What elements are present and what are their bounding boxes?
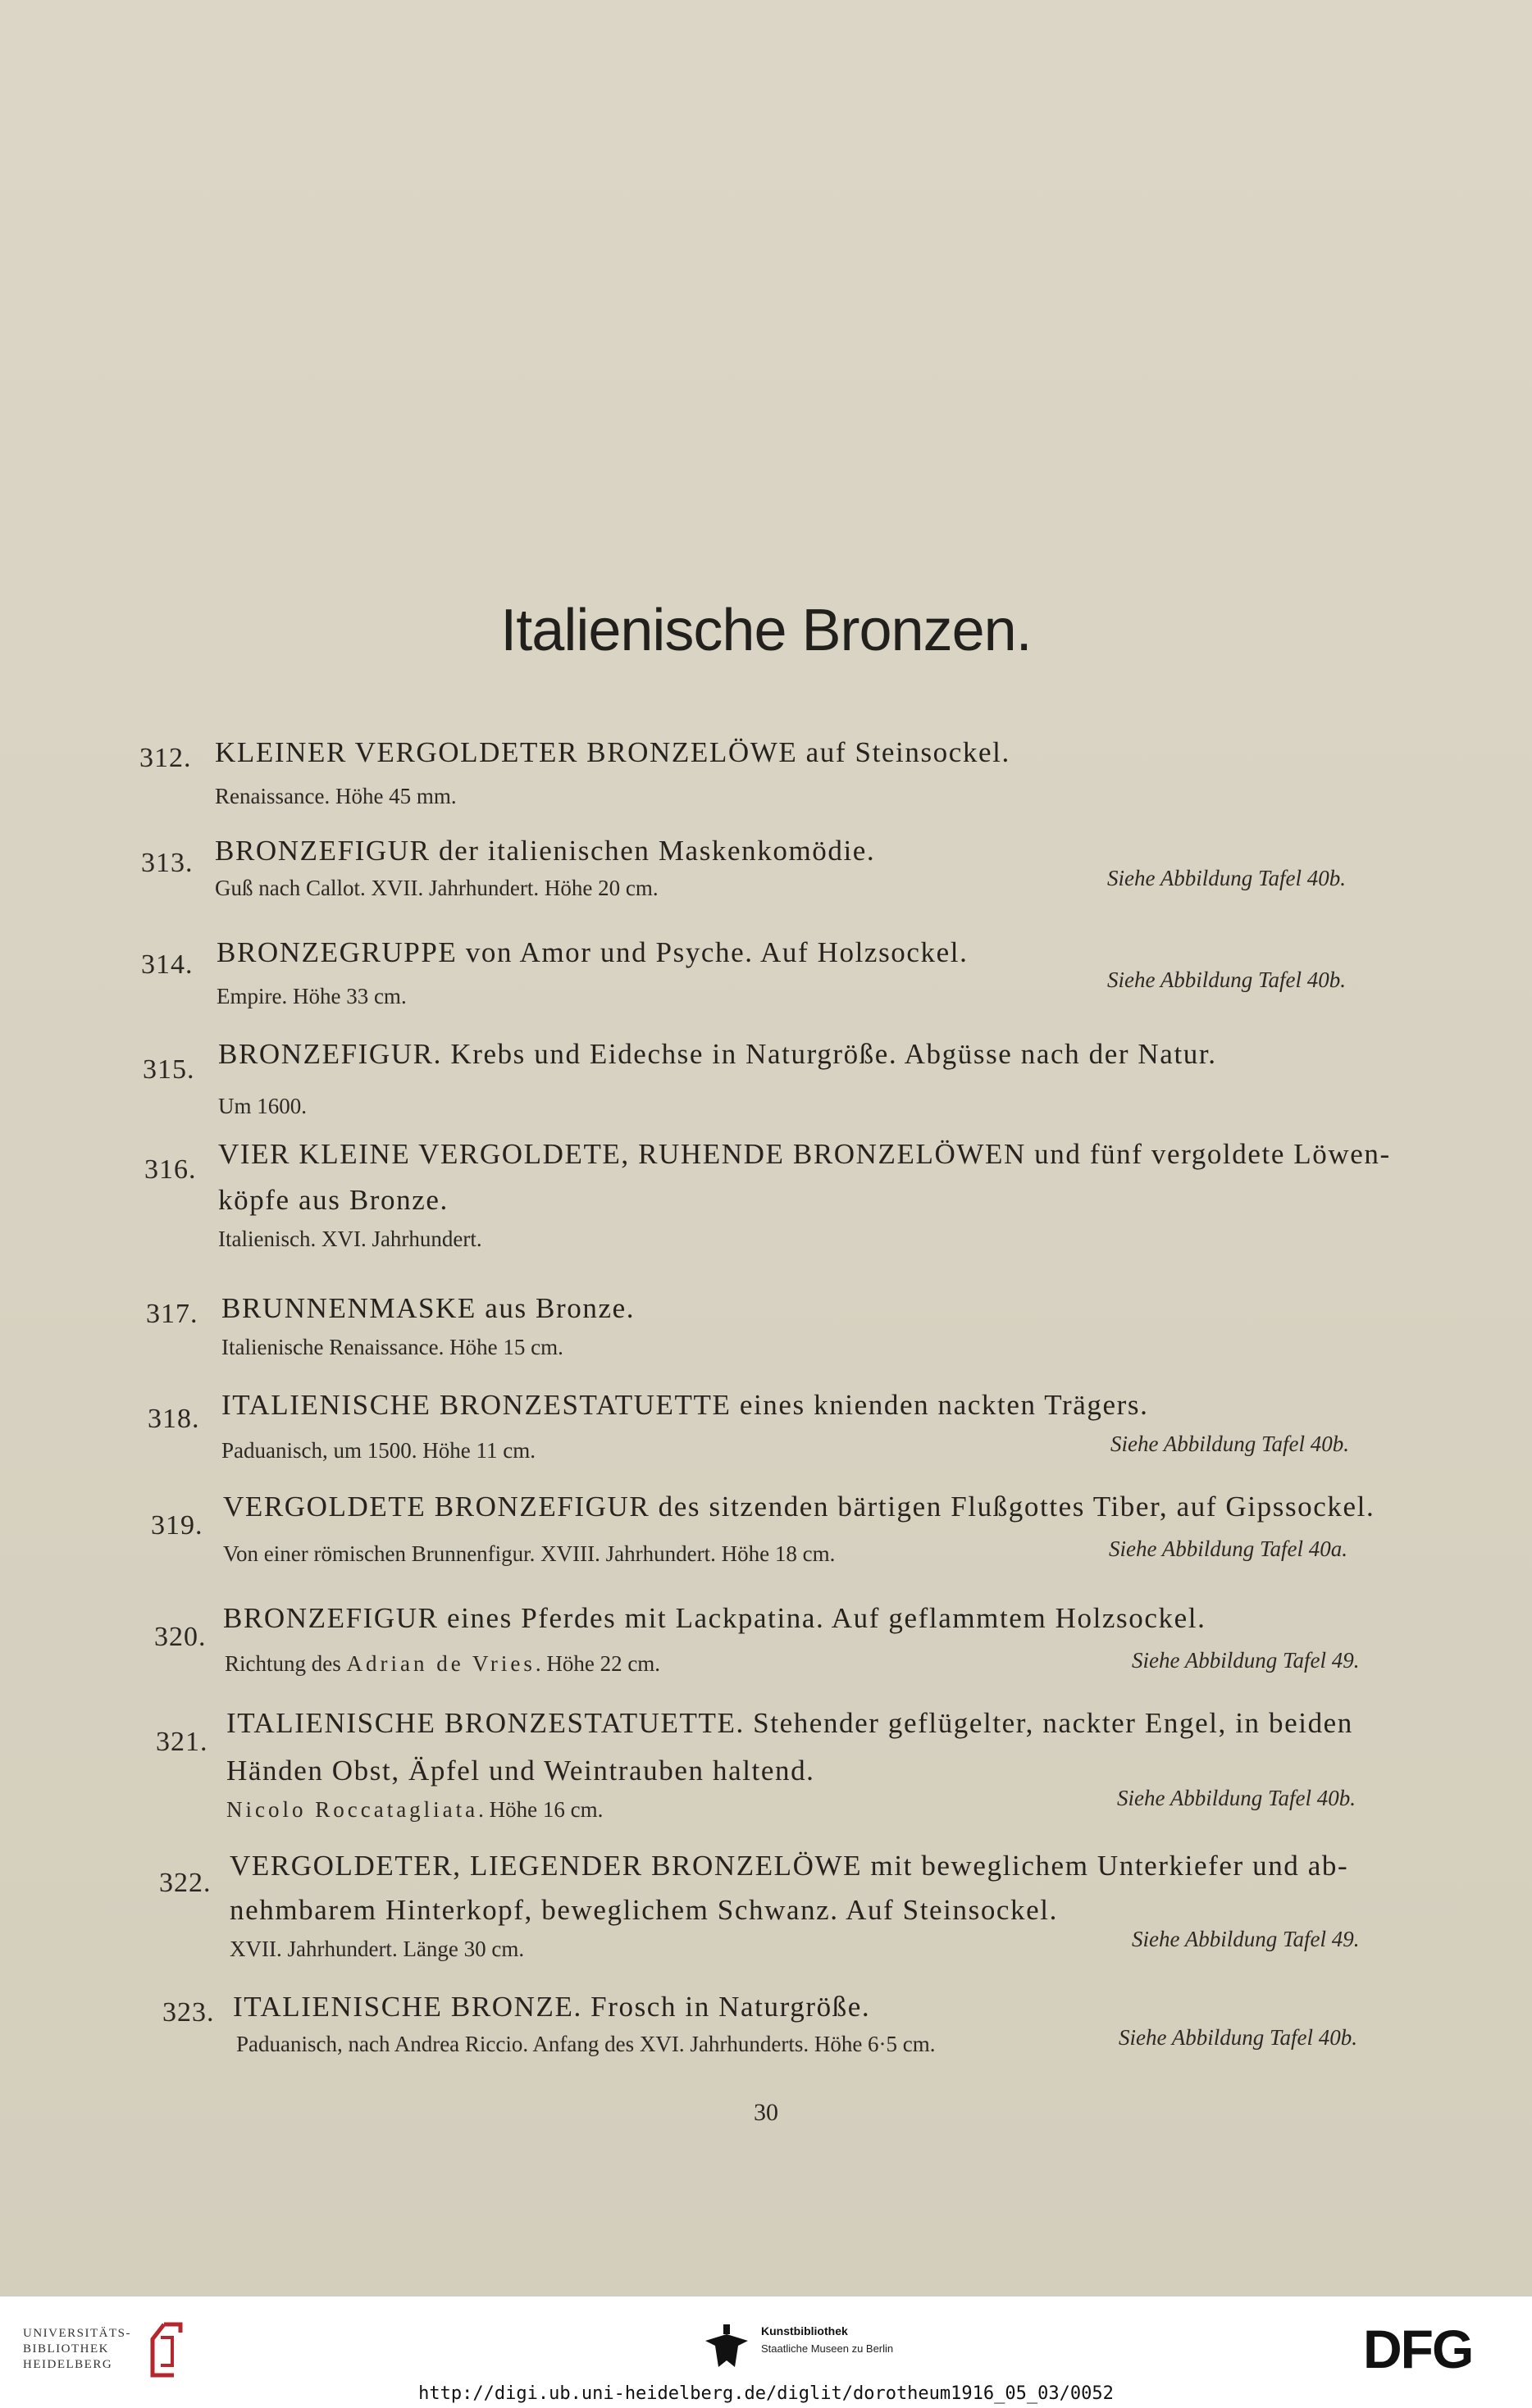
entry-number: 314.: [141, 949, 194, 980]
entry-title: BRONZEFIGUR der italienischen Maskenkomödie.: [215, 835, 876, 867]
entry-number: 317.: [146, 1299, 198, 1329]
entry-detail-text: Richtung des: [225, 1651, 347, 1676]
entry-number: 322.: [159, 1868, 212, 1898]
entry-title: VIER KLEINE VERGOLDETE, RUHENDE BRONZELÖWEN und fünf vergoldete Löwen-: [218, 1138, 1391, 1170]
permalink-url[interactable]: http://digi.ub.uni-heidelberg.de/diglit/dorotheum1916_05_03/0052: [418, 2383, 1114, 2404]
plate-reference: Siehe Abbildung Tafel 49.: [1132, 1927, 1360, 1951]
entry-detail: Italienische Renaissance. Höhe 15 cm.: [221, 1335, 563, 1359]
entry-detail: [225, 1651, 660, 1677]
entry-detail: Italienisch. XVI. Jahrhundert.: [218, 1227, 482, 1251]
plate-reference: Siehe Abbildung Tafel 40b.: [1107, 967, 1347, 992]
entry-detail-text: . Höhe 22 cm.: [535, 1651, 661, 1676]
entry-detail: Renaissance. Höhe 45 mm.: [215, 784, 457, 808]
entry-number: 321.: [156, 1727, 208, 1757]
entry-number: 323.: [162, 1997, 215, 2028]
kunstbibliothek-name: Kunstbibliothek: [761, 2324, 848, 2337]
plate-reference: Siehe Abbildung Tafel 40b.: [1110, 1432, 1350, 1456]
page-number: 30: [754, 2099, 778, 2126]
entry-title: BRUNNENMASKE aus Bronze.: [221, 1292, 636, 1324]
entry-detail: Paduanisch, nach Andrea Riccio. Anfang des XVI. Jahrhunderts. Höhe 6·5 cm.: [236, 2032, 936, 2056]
entry-title: ITALIENISCHE BRONZE. Frosch in Naturgröße.: [233, 1991, 871, 2023]
entry-title-continued: Händen Obst, Äpfel und Weintrauben haltend.: [226, 1755, 815, 1787]
entry-detail-text: . Höhe 16 cm.: [478, 1797, 604, 1822]
plate-reference: Siehe Abbildung Tafel 40b.: [1117, 1786, 1356, 1810]
entry-number: 318.: [148, 1404, 200, 1434]
artist-name: Adrian de Vries: [346, 1651, 536, 1676]
entry-title: ITALIENISCHE BRONZESTATUETTE eines knienden nackten Trägers.: [221, 1389, 1149, 1421]
entry-title: VERGOLDETER, LIEGENDER BRONZELÖWE mit beweglichem Unterkiefer und ab-: [230, 1850, 1349, 1882]
entry-detail: Guß nach Callot. XVII. Jahrhundert. Höhe 20 cm.: [215, 876, 659, 900]
entry-detail: Um 1600.: [218, 1094, 307, 1118]
entry-detail: Paduanisch, um 1500. Höhe 11 cm.: [221, 1438, 536, 1463]
entry-number: 313.: [141, 848, 194, 878]
entry-title-continued: nehmbarem Hinterkopf, beweglichem Schwanz. Auf Steinsockel.: [230, 1894, 1058, 1926]
entry-title-continued: köpfe aus Bronze.: [218, 1184, 449, 1216]
plate-reference: Siehe Abbildung Tafel 40b.: [1119, 2025, 1358, 2050]
entry-detail: XVII. Jahrhundert. Länge 30 cm.: [230, 1937, 525, 1961]
ub-line: UNIVERSITÄTS-: [23, 2327, 131, 2340]
entry-number: 320.: [154, 1622, 207, 1652]
entry-number: 312.: [139, 743, 192, 773]
digitization-footer: [0, 2296, 1532, 2408]
entry-title: KLEINER VERGOLDETER BRONZELÖWE auf Steinsockel.: [215, 736, 1010, 768]
ub-heidelberg-logo-icon[interactable]: [141, 2321, 184, 2382]
entry-detail: [226, 1797, 603, 1823]
plate-reference: Siehe Abbildung Tafel 40a.: [1109, 1536, 1348, 1561]
entry-number: 315.: [143, 1054, 195, 1085]
entry-detail: Von einer römischen Brunnenfigur. XVIII. Jahrhundert. Höhe 18 cm.: [223, 1541, 836, 1566]
entry-title: ITALIENISCHE BRONZESTATUETTE. Stehender geflügelter, nackter Engel, in beiden: [226, 1707, 1353, 1739]
page-title: Italienische Bronzen.: [500, 598, 1032, 663]
ub-line: HEIDELBERG: [23, 2358, 113, 2371]
entry-title: BRONZEFIGUR eines Pferdes mit Lackpatina. Auf geflammtem Holzsockel.: [223, 1602, 1206, 1634]
kunstbibliothek-subtitle: Staatliche Museen zu Berlin: [761, 2342, 894, 2355]
dfg-logo[interactable]: DFG: [1363, 2319, 1473, 2379]
entry-number: 319.: [151, 1510, 203, 1541]
entry-title: VERGOLDETE BRONZEFIGUR des sitzenden bärtigen Flußgottes Tiber, auf Gipssockel.: [223, 1491, 1375, 1523]
kunstbibliothek-eagle-icon[interactable]: [702, 2321, 751, 2374]
entry-number: 316.: [144, 1154, 197, 1185]
ub-line: BIBLIOTHEK: [23, 2342, 109, 2356]
artist-name: Nicolo Roccatagliata: [226, 1797, 479, 1822]
entry-title: BRONZEFIGUR. Krebs und Eidechse in Naturgröße. Abgüsse nach der Natur.: [218, 1038, 1217, 1070]
plate-reference: Siehe Abbildung Tafel 40b.: [1107, 866, 1347, 890]
plate-reference: Siehe Abbildung Tafel 49.: [1132, 1648, 1360, 1673]
ub-heidelberg-logo-text[interactable]: [23, 2326, 131, 2373]
entry-detail: Empire. Höhe 33 cm.: [217, 984, 407, 1008]
entry-title: BRONZEGRUPPE von Amor und Psyche. Auf Holzsockel.: [217, 936, 969, 968]
